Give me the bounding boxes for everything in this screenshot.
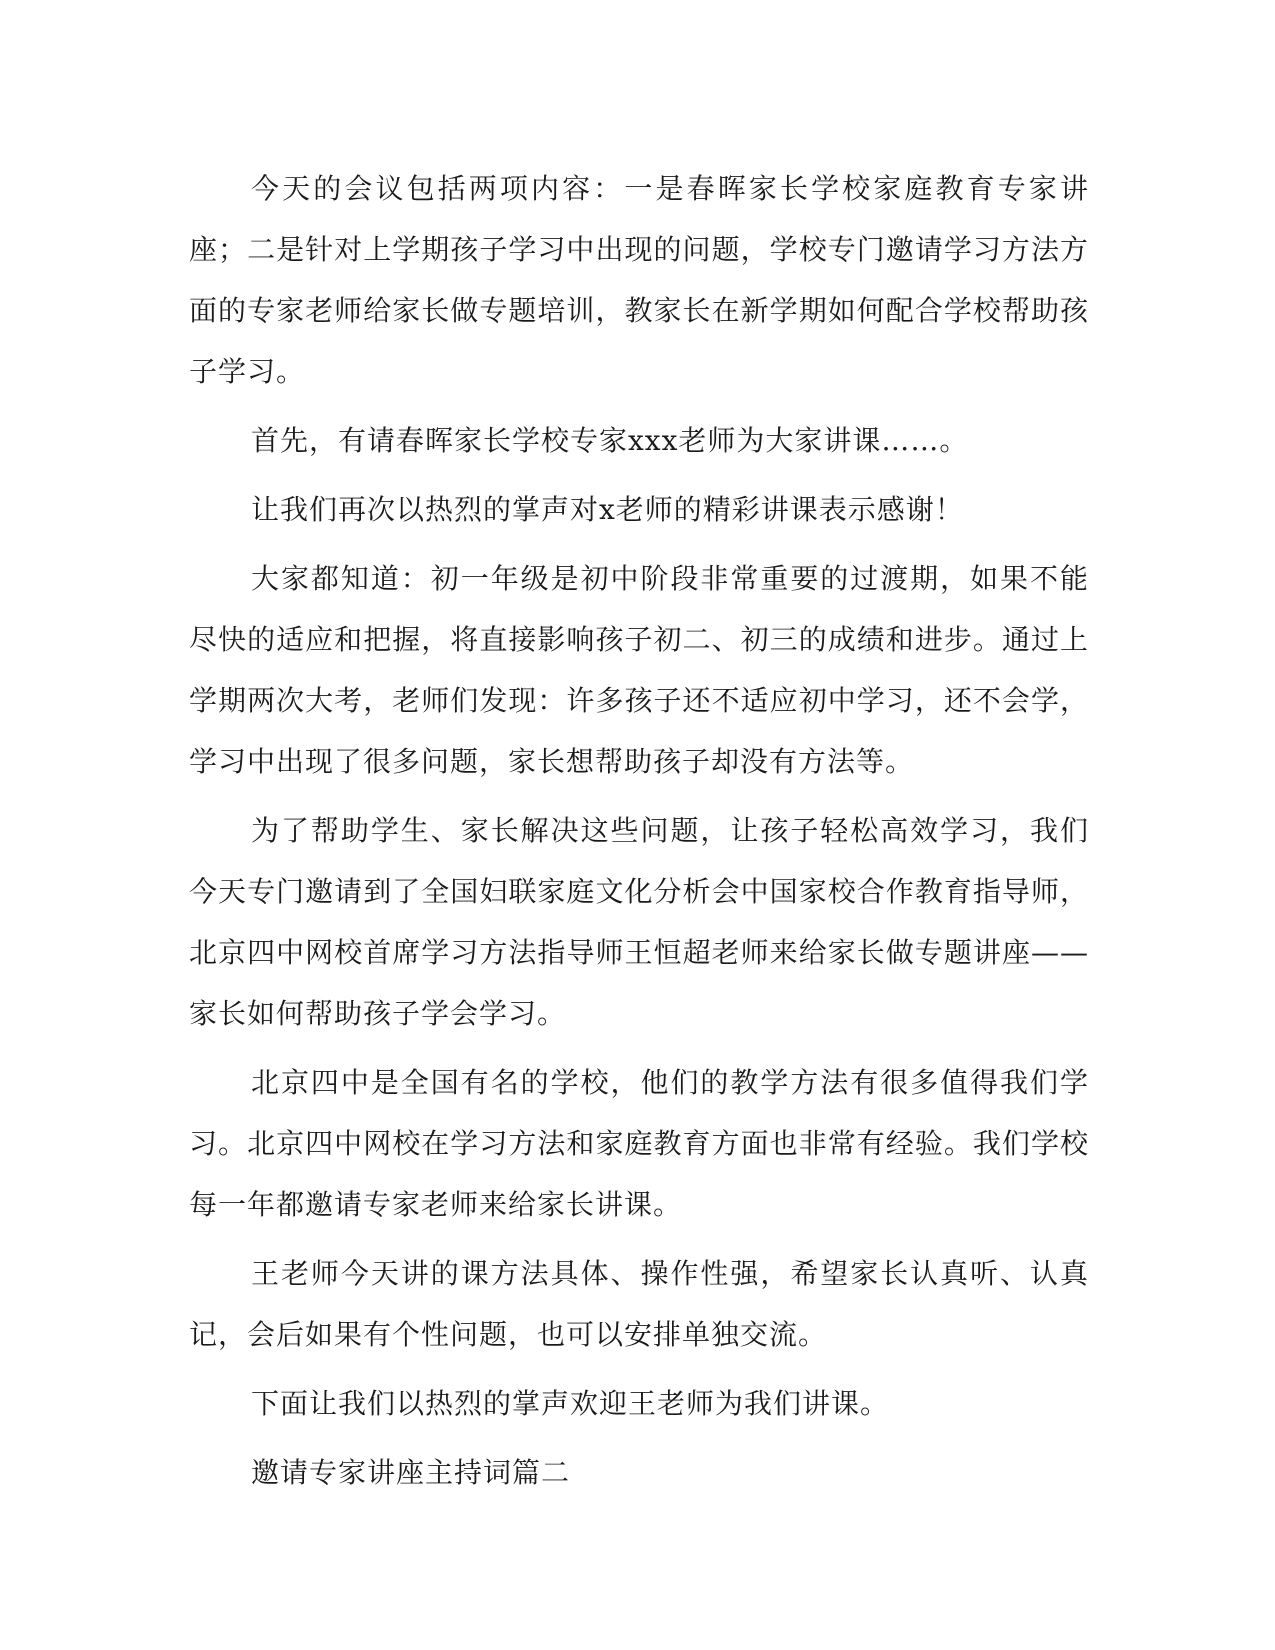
paragraph-transition-period: 大家都知道：初一年级是初中阶段非常重要的过渡期，如果不能尽快的适应和把握，将直接影响孩子初二、初三的成绩和进步。通过上学期两次大考，老师们发现：许多孩子还不适应初中学习，还不会学，学习中出现了很多问题，家长想帮助孩子却没有方法等。 [189, 562, 1089, 778]
section-heading: 邀请专家讲座主持词篇二 [251, 1456, 571, 1489]
document-body [189, 158, 1089, 1511]
paragraph-expert-intro: 为了帮助学生、家长解决这些问题，让孩子轻松高效学习，我们今天专门邀请到了全国妇联家庭文化分析会中国家校合作教育指导师，北京四中网校首席学习方法指导师王恒超老师来给家长做专题讲座——家长如何帮助孩子学会学习。 [189, 814, 1089, 1030]
paragraph-thanks: 让我们再次以热烈的掌声对x老师的精彩讲课表示感谢！ [251, 493, 964, 526]
paragraph-meeting-agenda: 今天的会议包括两项内容：一是春晖家长学校家庭教育专家讲座；二是针对上学期孩子学习中出现的问题，学校专门邀请学习方法方面的专家老师给家长做专题培训，教家长在新学期如何配合学校帮助孩子学习。 [189, 172, 1089, 388]
paragraph-method-notes: 王老师今天讲的课方法具体、操作性强，希望家长认真听、认真记，会后如果有个性问题，也可以安排单独交流。 [189, 1257, 1089, 1351]
paragraph-beijing-school: 北京四中是全国有名的学校，他们的教学方法有很多值得我们学习。北京四中网校在学习方法和家庭教育方面也非常有经验。我们学校每一年都邀请专家老师来给家长讲课。 [189, 1066, 1089, 1221]
paragraph-welcome: 下面让我们以热烈的掌声欢迎王老师为我们讲课。 [251, 1387, 890, 1420]
paragraph-first-speaker: 首先，有请春晖家长学校专家xxx老师为大家讲课……。 [251, 424, 969, 457]
